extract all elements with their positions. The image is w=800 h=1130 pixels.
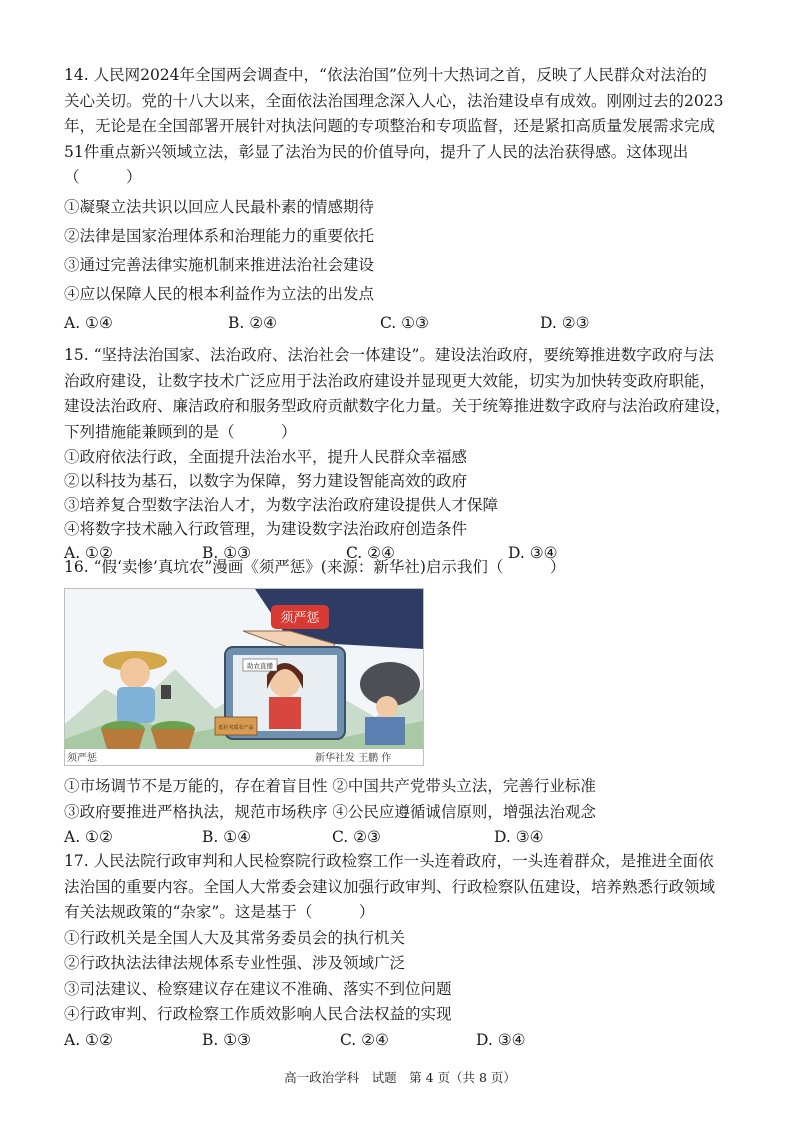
question-17 (64, 849, 744, 1053)
choice-a: A. ①② (64, 1030, 113, 1049)
question-stem-line: 治政府建设，让数字技术广泛应用于法治政府建设并显现更大效能，切实为加快转变政府职能， (64, 371, 716, 390)
statement: ③司法建议、检察建议存在建议不准确、落实不到位问题 (64, 979, 452, 998)
statement: ④应以保障人民的根本利益作为立法的出发点 (64, 285, 375, 303)
question-16 (64, 555, 744, 581)
statement: ①凝聚立法共识以回应人民最朴素的情感期待 (64, 198, 375, 216)
question-stem-line: 14. 人民网2024年全国两会调查中，“依法治国”位列十大热词之首，反映了人民群众对法治的 (64, 66, 707, 84)
choice-b: B. ①④ (202, 828, 252, 846)
question-stem-line: 年，无论是在全国部署开展针对执法问题的专项整治和专项监督，还是紧扣高质量发展需求完成 (64, 117, 716, 135)
choice-b: B. ①③ (202, 544, 252, 562)
cartoon-caption-left: 须严惩 (67, 753, 97, 764)
choice-c: C. ②④ (346, 544, 395, 562)
statement: ④行政审判、行政检察工作质效影响人民合法权益的实现 (64, 1005, 452, 1023)
question-stem-line: 建设法治政府、廉洁政府和服务型政府贡献数字化力量。关于统筹推进数字政府与法治政府建设， (64, 397, 731, 415)
question-stem-line: 17. 人民法院行政审判和人民检察院行政检察工作一头连着政府，一头连着群众，是推进全面依 (64, 852, 714, 870)
choice-b: B. ②④ (228, 314, 278, 332)
statement: ②行政执法法律法规体系专业性强、涉及领域广泛 (64, 954, 406, 972)
choice-a: A. ①④ (64, 314, 113, 332)
question-16-options (64, 774, 744, 851)
choice-a: A. ①② (64, 828, 113, 846)
choice-row (64, 825, 744, 851)
statement: ①市场调节不是万能的，存在着盲目性 ②中国共产党带头立法，完善行业标准 (64, 777, 596, 795)
choice-row (64, 311, 744, 338)
choice-c: C. ②④ (340, 1030, 389, 1049)
choice-a: A. ①② (64, 544, 113, 562)
statement: ②法律是国家治理体系和治理能力的重要依托 (64, 227, 375, 245)
answer-blank: （ ） (64, 168, 142, 186)
cartoon-caption-right: 新华社发 王鹏 作 (315, 753, 392, 764)
statement: ③政府要推进严格执法，规范市场秩序 ④公民应遵循诚信原则，增强法治观念 (64, 802, 596, 821)
choice-c: C. ①③ (380, 314, 429, 332)
question-stem-line: 15. “坚持法治国家、法治政府、法治社会一体建设”。建设法治政府，要统筹推进数字政府与法 (64, 346, 714, 364)
statement: ④将数字技术融入行政管理，为建设数字法治政府创造条件 (64, 520, 468, 538)
cartoon-illustration (64, 588, 424, 766)
question-stem-line: 下列措施能兼顾到的是（ ） (64, 422, 297, 441)
statement: ①行政机关是全国人大及其常务委员会的执行机关 (64, 928, 406, 947)
question-stem-line: 51件重点新兴领域立法，彰显了法治为民的价值导向，提升了人民的法治获得感。这体现出 (64, 142, 689, 161)
question-stem-line: 关心关切。党的十八大以来，全面依法治国理念深入人心，法治建设卓有成效。刚刚过去的2023 (64, 91, 724, 110)
choice-d: D. ③④ (494, 828, 544, 846)
cartoon-label-live: 助农直播 (247, 662, 273, 670)
cartoon-drawing (65, 589, 423, 765)
statement: ③培养复合型数字法治人才，为数字法治政府建设提供人才保障 (64, 496, 499, 514)
choice-d: D. ③④ (476, 1030, 526, 1049)
statement: ③通过完善法律实施机制来推进法治社会建设 (64, 256, 375, 274)
question-stem-line: 16. “假‘卖惨’真坑农”漫画《须严惩》(来源：新华社)启示我们（ ） (64, 558, 566, 576)
question-stem-line: 有关法规政策的“杂家”。这是基于（ ） (64, 903, 375, 921)
choice-d: D. ③④ (508, 544, 558, 562)
choice-d: D. ②③ (540, 314, 590, 332)
page-footer: 高一政治学科 试题 第 4 页（共 8 页） (284, 1070, 516, 1085)
cartoon-label-bad: 低价劣质农产品 (218, 725, 254, 731)
choice-row (64, 1028, 744, 1054)
statement: ①政府依法行政，全面提升法治水平，提升人民群众幸福感 (64, 448, 468, 466)
question-14 (64, 63, 744, 338)
question-15 (64, 343, 744, 567)
question-stem-line: 法治国的重要内容。全国人大常委会建议加强行政审判、行政检察队伍建设，培养熟悉行政领域 (64, 877, 716, 896)
statement: ②以科技为基石，以数字为保障，努力建设智能高效的政府 (64, 472, 468, 490)
choice-c: C. ②③ (332, 828, 381, 846)
choice-b: B. ①③ (202, 1030, 252, 1049)
cartoon-sign-text: 须严惩 (280, 611, 320, 626)
